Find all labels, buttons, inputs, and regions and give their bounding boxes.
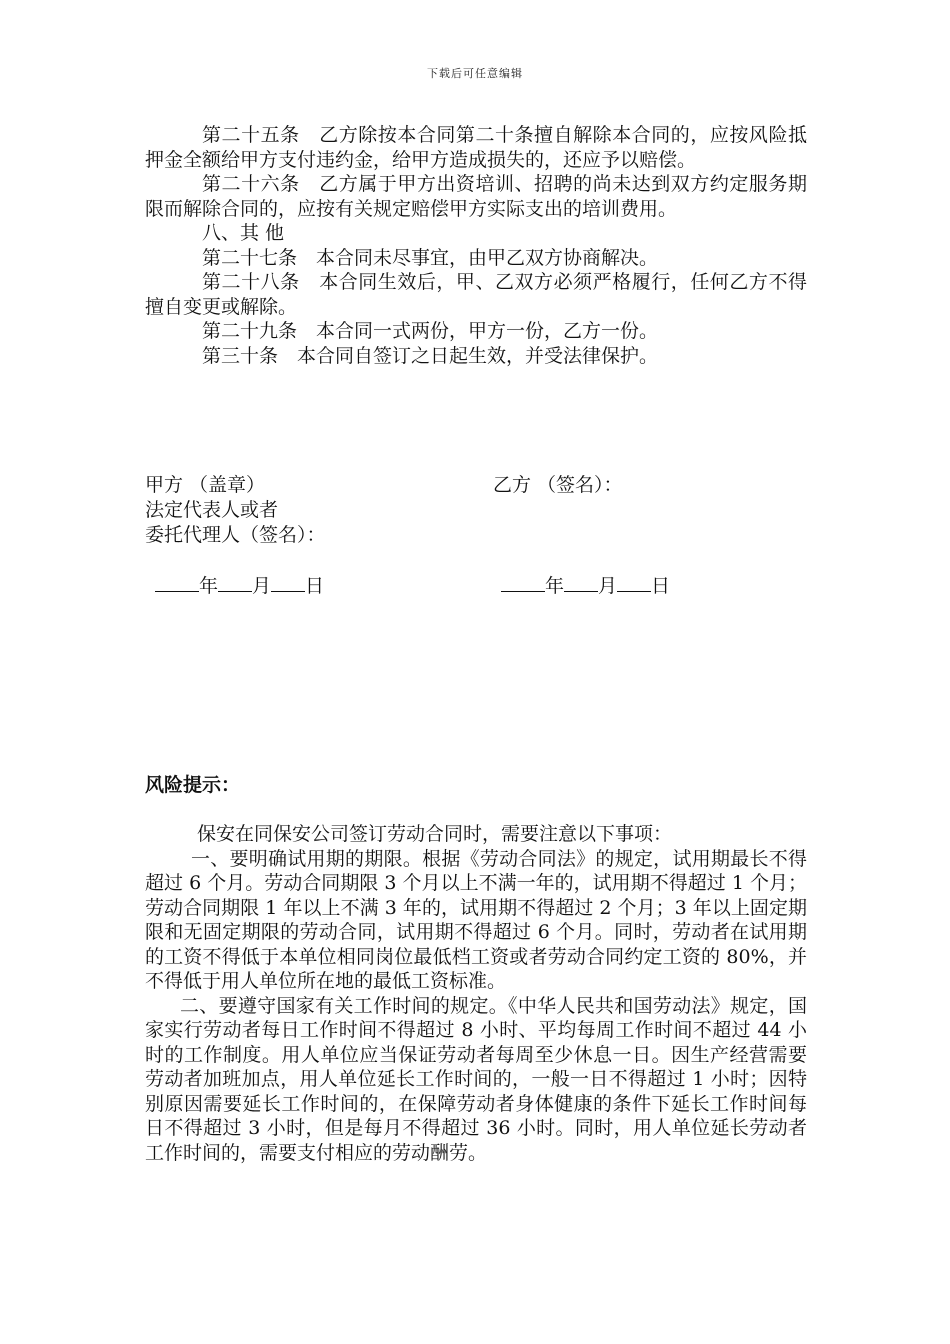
year-blank[interactable] — [501, 573, 545, 592]
day-blank[interactable] — [271, 573, 305, 592]
month-label: 月 — [252, 575, 272, 597]
risk-intro: 保安在同保安公司签订劳动合同时，需要注意以下事项： — [197, 823, 673, 845]
year-label: 年 — [199, 575, 219, 597]
article-29: 第二十九条 本合同一式两份，甲方一份，乙方一份。 — [202, 320, 659, 342]
article-30: 第三十条 本合同自签订之日起生效，并受法律保护。 — [202, 344, 659, 367]
page-header: 下载后可任意编辑 — [427, 67, 523, 80]
agent-label: 委托代理人（签名）： — [145, 524, 326, 546]
section-heading-other: 八、其 他 — [202, 222, 285, 244]
risk-item-2: 二、要遵守国家有关工作时间的规定。《中华人民共和国劳动法》规定，国家实行劳动者每日工作时间不得超过 8 小时、平均每周工作时间不超过 44 小时的工作制度。用人单位应当保证劳动者每周至少休息一日。因生产经营需要劳动者加班加点，用人单位延长工作时间的，一般一日不得超过 1 小时；因特别原因需要延长工作时间的，在保障劳动者身体健康的条件下延长工作时间每日不得超过 3 小时，但是每月不得超过 36 小时。同时，用人单位延长劳动者工作时间的，需要支付相应的劳动酬劳。 — [145, 994, 807, 1164]
year-label: 年 — [545, 575, 565, 597]
day-blank[interactable] — [617, 573, 651, 592]
contract-articles — [145, 123, 807, 368]
party-b-date-line — [501, 573, 670, 599]
risk-title: 风险提示： — [145, 774, 241, 796]
month-blank[interactable] — [218, 573, 252, 592]
month-blank[interactable] — [564, 573, 598, 592]
article-25: 第二十五条 乙方除按本合同第二十条擅自解除本合同的，应按风险抵押金全额给甲方支付违约金，给甲方造成损失的，还应予以赔偿。 — [145, 124, 807, 171]
legal-rep-label: 法定代表人或者 — [145, 499, 279, 521]
risk-section — [145, 822, 807, 1165]
party-a-label: 甲方 （盖章） — [145, 474, 266, 496]
party-a-date-line — [155, 573, 324, 599]
year-blank[interactable] — [155, 573, 199, 592]
risk-item-1: 一、要明确试用期的期限。根据《劳动合同法》的规定，试用期最长不得超过 6 个月。劳动合同期限 3 个月以上不满一年的，试用期不得超过 1 个月；劳动合同期限 1 年以上不满 3 年的，试用期不得超过 2 个月；3 年以上固定期限和无固定期限的劳动合同，试用期不得超过 6 个月。同时，劳动者在试用期的工资不得低于本单位相同岗位最低档工资或者劳动合同约定工资的 80%，并不得低于用人单位所在地的最低工资标准。 — [145, 847, 807, 992]
article-28: 第二十八条 本合同生效后，甲、乙双方必须严格履行，任何乙方不得擅自变更或解除。 — [145, 271, 807, 318]
party-b-label: 乙方 （签名）： — [493, 474, 623, 496]
day-label: 日 — [651, 575, 671, 597]
article-27: 第二十七条 本合同未尽事宜，由甲乙双方协商解决。 — [202, 246, 659, 269]
month-label: 月 — [598, 575, 618, 597]
day-label: 日 — [305, 575, 325, 597]
article-26: 第二十六条 乙方属于甲方出资培训、招聘的尚未达到双方约定服务期限而解除合同的，应按有关规定赔偿甲方实际支出的培训费用。 — [145, 173, 807, 220]
